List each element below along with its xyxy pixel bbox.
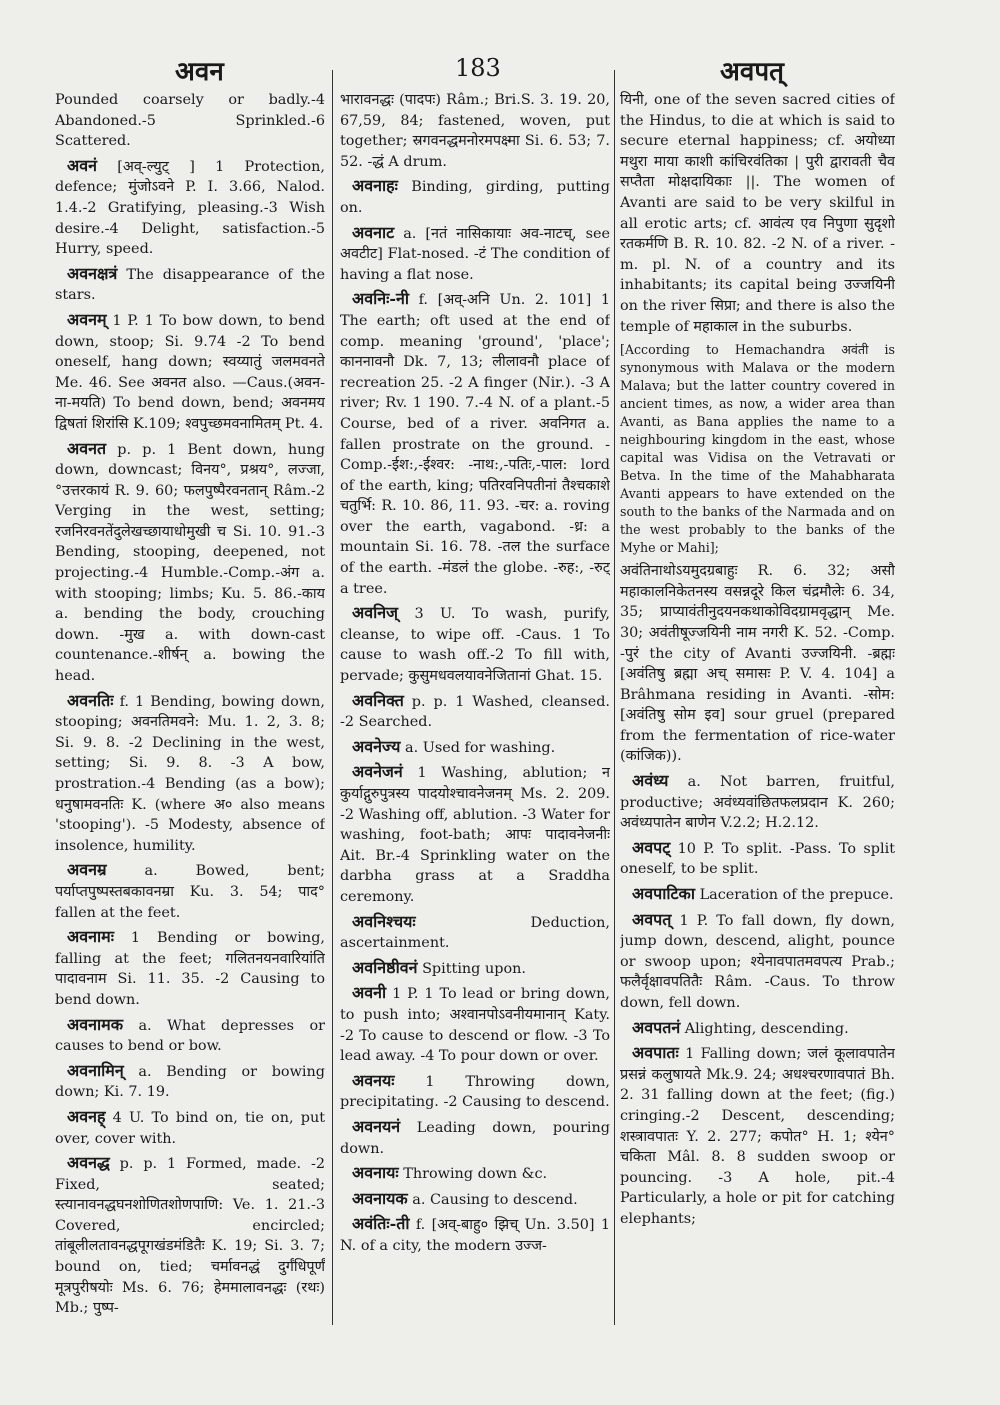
entry-definition: भारावनद्धः (पादपः) Râm.; Bri.S. 3. 19. 20, 67,59, 84; fastened, woven, put together; स्रगवनद्धमनोरमपक्ष्मा Si. 6. 53; 7. 52. -द्धं A drum. [340, 92, 610, 170]
running-head-right: अवपत् [720, 57, 784, 87]
headword: अवनायः [352, 1163, 399, 1183]
dictionary-entry [340, 289, 610, 599]
entry-definition: अवंतिनाथोऽयमुदग्रबाहुः R. 6. 32; असौ महाकालनिकेतनस्य वसन्नदूरे किल चंद्रमौलेः 6. 34, 35; प्राप्यावंतीनुदयनकथाकोविदग्रामवृद्धान् Me. 30; अवंतीषूज्जयिनी नाम नगरी K. 52. -Comp. -पुरं the city of Avanti उज्जयिनी. -ब्रह्मः [अवंतिषु ब्रह्मा अच् समासः P. V. 4. 104] a Brâhmana residing in Avanti. -सोम: [अवंतिषु सोम इव] sour gruel (prepared from the fermentation of rice-water (कांजिक)). [620, 563, 895, 765]
headword: अवनम् [67, 309, 107, 329]
entry-definition: [अव्-ल्युट् ] 1 Protection, defence; मुंजोऽवने P. I. 3.66, Nalod. 1.4.-2 Gratifying, pleasing.-3 Wish desire.-4 Delight, satisfaction.-5 Hurry, speed. [55, 158, 325, 258]
dictionary-entry [55, 860, 325, 923]
dictionary-entry [340, 603, 610, 686]
entry-definition: a. What depresses or causes to bend or bow. [55, 1017, 325, 1055]
headword: अवपत् [632, 909, 672, 929]
headword: अवनामिन् [67, 1060, 124, 1080]
headword: अवनतिः [67, 690, 114, 710]
dictionary-entry [620, 1043, 895, 1229]
page-number: 183 [455, 54, 501, 82]
dictionary-entry [55, 310, 325, 435]
column-1 [55, 90, 325, 1330]
dictionary-entry [620, 771, 895, 834]
running-head-left: अवन [175, 57, 224, 87]
entry-definition: 10 P. To split. -Pass. To split oneself, to be split. [620, 840, 895, 878]
entry-definition: 1 Falling down; जलं कूलावपातेन प्रसन्नं कलुषायते Mk.9. 24; अधश्चरणावपातं Bh. 2. 31 falling down at the feet; (fig.) cringing.-2 Descent, descending; शस्त्रावपातः Y. 2. 277; कपोत° H. 1; श्येन° चकिता Mâl. 8. 8 sudden swoop or pouncing. -3 A hole, pit.-4 Particularly, a hole or pit for catching elephants; [620, 1046, 895, 1227]
headword: अवनामक [67, 1014, 124, 1034]
dictionary-entry [55, 1015, 325, 1057]
dictionary-entry [55, 1153, 325, 1319]
dictionary-entry [620, 90, 895, 337]
entry-definition: Alighting, descending. [680, 1020, 849, 1037]
headword: अवनाहः [352, 176, 398, 196]
headword: अवनिः-नी [352, 289, 410, 309]
headword: अवपातः [632, 1043, 679, 1063]
entry-definition: 4 U. To bind on, tie on, put over, cover with. [55, 1109, 325, 1147]
page-header [0, 52, 1000, 92]
entry-definition: a. Bending or bowing down; Ki. 7. 19. [55, 1063, 325, 1101]
dictionary-entry [55, 1061, 325, 1103]
dictionary-entry [340, 176, 610, 218]
dictionary-entry [55, 439, 325, 687]
headword: अवनिष्ठीवनं [352, 957, 418, 977]
headword: अवनयः [352, 1070, 395, 1090]
headword: अवनी [352, 983, 387, 1003]
column-3 [620, 90, 895, 1330]
dictionary-entry [620, 561, 895, 767]
dictionary-entry [55, 1107, 325, 1149]
entry-definition: 1 Throwing down, precipitating. -2 Causing to descend. [340, 1073, 610, 1111]
dictionary-entry [340, 1117, 610, 1159]
dictionary-entry [340, 737, 610, 759]
dictionary-entry [340, 1214, 610, 1256]
entry-definition: 1 P. 1 To bow down, to bend down, stoop; Si. 9.74 -2 To bend oneself, hang down; स्वय्यातुं जलमवनते Me. 46. See अवनत also. —Caus.(अवन-ना-मयति) To bend down, bend; अवनमय द्विषतां शिरांसि K.109; श्वपुच्छमवनामितम् Pt. 4. [55, 312, 325, 432]
dictionary-entry [340, 90, 610, 172]
dictionary-entry [620, 884, 895, 906]
dictionary-entry [620, 838, 895, 880]
headword: अवनत [67, 438, 107, 458]
entry-definition: f. [अव्-अनि Un. 2. 101] 1 The earth; oft used at the end of comp. meaning 'ground', 'place'; काननावनौ Dk. 7, 13; लीलावनौ place of recreation 25. -2 A finger (Nir.). -3 A river; Rv. 1 190. 7.-4 N. of a plant.-5 Course, bed of a river. अवनिगत a. fallen prostrate on the ground. -Comp.-ईश:,-ईश्वर: -नाथ:,-पतिः,-पाल: lord of the earth, king; पतिरवनिपतीनां तैश्चकाशे चतुर्भि: R. 10. 86, 11. 93. -चर: a. roving over the earth, vagabond. -ध्र: a mountain Si. 16. 78. -तल the surface of the earth. -मंडलं the globe. -रुह:, -रुट् a tree. [340, 292, 610, 597]
headword: अवनिज् [352, 603, 399, 623]
entry-definition: [According to Hemachandra अवंती is synonymous with Malava or the modern Malava; but the latter country covered in ancient times, as now, a wider area than Avanti, as Bana applies the name to a neighbouring kingdom in the east, whose capital was Vidisa on the Vetravati or Betva. In the time of the Mahabharata Avanti appears to have extended on the south to the banks of the Narmada and on the west probably to the banks of the Myhe or Mahi]; [620, 342, 895, 556]
headword: अवनयनं [352, 1116, 401, 1136]
headword: अवपाटिका [632, 884, 695, 904]
dictionary-entry [340, 762, 610, 907]
dictionary-entry [55, 691, 325, 857]
entry-definition: p. p. 1 Washed, cleansed. -2 Searched. [340, 693, 610, 731]
entry-definition: a. Used for washing. [400, 739, 556, 756]
entry-definition: यिनी, one of the seven sacred cities of the Hindus, to die at which is said to secure eternal happiness; cf. अयोध्या मथुरा माया काशी कांचिरवंतिका | पुरी द्वारावती चैव सप्तैता मोक्षदायिकाः ||. The women of Avanti are said to be very skilful in all erotic arts; cf. आवंत्य एव निपुणा सुदृशो रतकर्मणि B. R. 10. 82. -2 N. of a river. -m. pl. N. of a country and its inhabitants; its capital being उज्जयिनी on the river सिप्रा; and there is also the temple of महाकाल in the suburbs. [620, 92, 895, 335]
headword: अवनेजनं [352, 762, 403, 782]
dictionary-entry [340, 958, 610, 980]
entry-definition: 1 P. To fall down, fly down, jump down, descend, alight, pounce or swoop upon; श्येनावपातमवपत्य Prab.; फलैर्वृक्षावपतितैः Râm. -Caus. To throw down, fell down. [620, 912, 895, 1011]
entry-definition: Leading down, pouring down. [340, 1119, 610, 1157]
headword: अवनिश्चयः [352, 911, 416, 931]
entry-definition: Spitting upon. [417, 960, 526, 977]
column-rule [332, 70, 333, 1325]
dictionary-entry [340, 1189, 610, 1211]
entry-definition: Pounded coarsely or badly.-4 Abandoned.-5 Sprinkled.-6 Scattered. [55, 92, 325, 150]
entry-definition: f. [अव्-बाहु० झिच् Un. 3.50] 1 N. of a city, the modern उज्ज- [340, 1217, 610, 1254]
column-rule [614, 70, 615, 1325]
dictionary-entry [55, 156, 325, 260]
entry-definition: Deduction, ascertainment. [340, 914, 610, 952]
dictionary-entry [340, 691, 610, 733]
dictionary-entry [340, 1163, 610, 1185]
dictionary-entry [620, 1018, 895, 1040]
dictionary-entry [340, 983, 610, 1066]
dictionary-entry [340, 912, 610, 954]
entry-definition: a. [नतं नासिकायाः अव-नाटच्, see अवटीट] Flat-nosed. -टं The condition of having a flat nose. [340, 225, 610, 283]
entry-definition: p. p. 1 Bent down, hung down, downcast; विनय°, प्रश्रय°, लज्जा, °उत्तरकायं R. 9. 60; फलपुष्पैरवनतान् Râm.-2 Verging in the west, setting; रजनिरवनतेंदुलेखच्छायाधोमुखी च Si. 10. 91.-3 Bending, stooping, deepened, not projecting.-4 Humble.-Comp.-अंग a. with stooping; limbs; Ku. 5. 86.-काय a. bending the body, crouching down. -मुख a. with down-cast countenance.-शीर्षन् a. bowing the head. [55, 441, 325, 685]
dictionary-entry [55, 927, 325, 1010]
dictionary-entry [340, 1071, 610, 1113]
headword: अवनम्र [67, 860, 107, 880]
entry-definition: 1 Washing, ablution; न कुर्याद्गुरुपुत्रस्य पादयोश्चावनेजनम् Ms. 2. 209. -2 Washing off, ablution. -3 Water for washing, foot-bath; आपः पादावनेजनीः Ait. Br.-4 Sprinkling water on the darbha grass at a Sraddha ceremony. [340, 765, 610, 905]
entry-definition: a. Causing to descend. [407, 1191, 578, 1208]
entry-definition: 3 U. To wash, purify, cleanse, to wipe off. -Caus. 1 To cause to wash off.-2 To fill with, pervade; कुसुमधवलयावनेजितानां Ghat. 15. [340, 606, 610, 685]
headword: अवनद्ध [67, 1153, 110, 1173]
headword: अवनायक [352, 1188, 408, 1208]
headword: अवंतिः-ती [352, 1214, 410, 1234]
entry-definition: Throwing down &c. [398, 1166, 548, 1183]
headword: अवनाट [352, 222, 395, 242]
entry-definition: f. 1 Bending, bowing down, stooping; अवनतिमवने: Mu. 1. 2, 3. 8; Si. 9. 8. -2 Declining in the west, setting; Si. 9. 8. -3 A bow, prostration.-4 Bending (as a bow); धनुषामवनतिः K. (where अ० also means 'stooping'). -5 Modesty, absence of insolence, humility. [55, 693, 325, 854]
headword: अवंध्य [632, 771, 669, 791]
entry-definition: The disappearance of the stars. [55, 266, 325, 304]
headword: अवनक्षत्रं [67, 263, 118, 283]
headword: अवनं [67, 155, 98, 175]
headword: अवपट् [632, 837, 671, 857]
headword: अवनह् [67, 1106, 106, 1126]
column-2 [340, 90, 610, 1330]
entry-definition: Laceration of the prepuce. [695, 887, 894, 904]
entry-definition: 1 Bending or bowing, falling at the feet; गलितनयनवारियांति पादावनाम Si. 11. 35. -2 Causing to bend down. [55, 930, 325, 1008]
dictionary-entry [340, 223, 610, 286]
entry-definition: Binding, girding, putting on. [340, 179, 610, 216]
entry-definition: p. p. 1 Formed, made. -2 Fixed, seated; स्त्यानावनद्धघनशोणितशोणपाणि: Ve. 1. 21.-3 Covered, encircled; तांबूलीलतावनद्धपूगखंडमंडितैः K. 19; Si. 3. 7; bound on, tied; चर्मावनद्धं दुर्गंधिपूर्णं मूत्रपुरीषयोः Ms. 6. 76; हेममालावनद्धः (रथः) Mb.; पुष्प- [55, 1156, 325, 1317]
dictionary-entry [620, 341, 895, 557]
entry-definition: a. Bowed, bent; पर्याप्तपुष्पस्तबकावनम्रा Ku. 3. 54; पाद° fallen at the feet. [55, 863, 325, 921]
headword: अवनेज्य [352, 736, 401, 756]
entry-definition: 1 P. 1 To lead or bring down, to push into; अश्वानपोऽवनीयमानान् Katy. -2 To cause to descend or flow. -3 To lead away. -4 To pour down or over. [340, 986, 610, 1065]
dictionary-entry [55, 90, 325, 152]
headword: अवनिक्त [352, 690, 404, 710]
dictionary-entry [55, 264, 325, 306]
headword: अवनामः [67, 927, 114, 947]
dictionary-entry [620, 910, 895, 1014]
entry-definition: a. Not barren, fruitful, productive; अवंध्यवांछितफलप्रदान K. 260; अवंध्यपातेन बाणेन V.2.2; H.2.12. [620, 774, 895, 832]
headword: अवपतनं [632, 1017, 681, 1037]
